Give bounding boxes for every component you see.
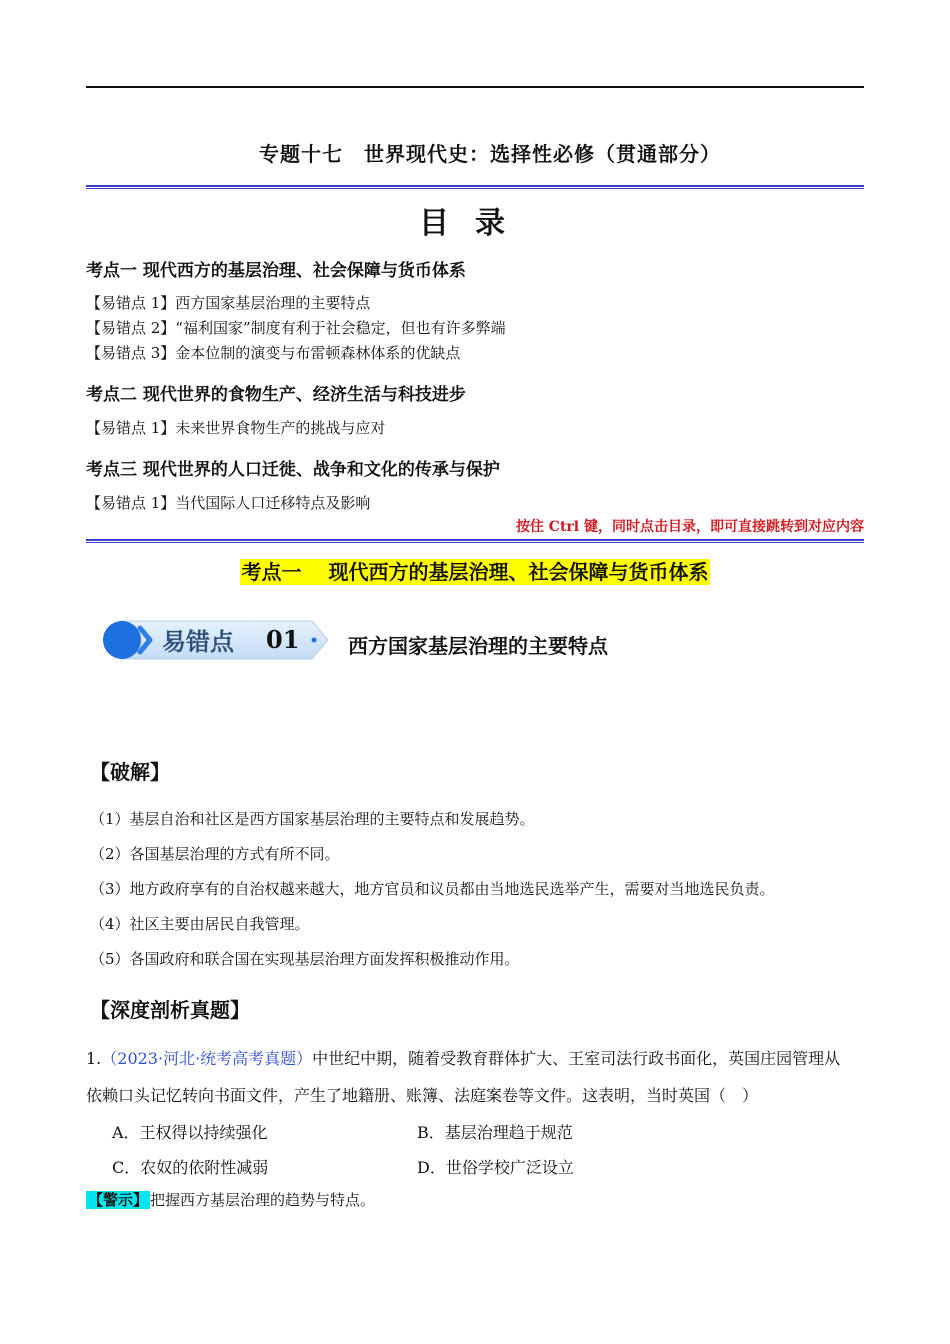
section-banner bbox=[0, 556, 950, 585]
pojie-point-4: （4）社区主要由居民自我管理。 bbox=[90, 915, 310, 933]
badge-label: 易错点 bbox=[162, 628, 234, 656]
toc-item-3-1[interactable]: 【易错点 1】当代国际人口迁移特点及影响 bbox=[86, 494, 371, 512]
pojie-point-2: （2）各国基层治理的方式有所不同。 bbox=[90, 845, 340, 863]
badge-number: 01 bbox=[266, 625, 300, 654]
section-banner-text: 考点一 现代西方的基层治理、社会保障与货币体系 bbox=[241, 560, 709, 584]
question-source: （2023·河北·统考高考真题） bbox=[101, 1049, 313, 1068]
toc-hint: 按住 Ctrl 键，同时点击目录，即可直接跳转到对应内容 bbox=[515, 519, 864, 535]
warning-note bbox=[86, 1189, 375, 1210]
toc-item-2-1[interactable]: 【易错点 1】未来世界食物生产的挑战与应对 bbox=[86, 419, 386, 437]
warning-text: 把握西方基层治理的趋势与特点。 bbox=[150, 1191, 376, 1209]
error-point-heading: 西方国家基层治理的主要特点 bbox=[348, 634, 608, 658]
toc-section-3[interactable]: 考点三 现代世界的人口迁徙、战争和文化的传承与保护 bbox=[86, 460, 500, 480]
document-title: 专题十七 世界现代史：选择性必修（贯通部分） bbox=[259, 142, 721, 166]
pojie-point-1: （1）基层自治和社区是西方国家基层治理的主要特点和发展趋势。 bbox=[90, 810, 535, 828]
toc-item-1-3[interactable]: 【易错点 3】金本位制的演变与布雷顿森林体系的优缺点 bbox=[86, 344, 461, 362]
question-stem-line-2: 依赖口头记忆转向书面文件，产生了地籍册、账簿、法庭案卷等文件。这表明，当时英国（ ） bbox=[86, 1086, 759, 1105]
toc-title: 目录 bbox=[419, 206, 531, 241]
pojie-point-5: （5）各国政府和联合国在实现基层治理方面发挥积极推动作用。 bbox=[90, 950, 520, 968]
toc-section-2[interactable]: 考点二 现代世界的食物生产、经济生活与科技进步 bbox=[86, 385, 466, 405]
pojie-heading: 【破解】 bbox=[90, 760, 170, 784]
option-a[interactable]: A．王权得以持续强化 bbox=[112, 1123, 268, 1142]
toc-item-1-1[interactable]: 【易错点 1】西方国家基层治理的主要特点 bbox=[86, 294, 371, 312]
question-stem-part-1: 中世纪中期，随着受教育群体扩大、王室司法行政书面化，英国庄园管理从 bbox=[312, 1049, 841, 1068]
toc-divider bbox=[86, 539, 864, 543]
option-b[interactable]: B．基层治理趋于规范 bbox=[417, 1123, 573, 1142]
toc-item-1-2[interactable]: 【易错点 2】“福利国家”制度有利于社会稳定，但也有许多弊端 bbox=[86, 319, 506, 337]
question-stem-line-1 bbox=[86, 1046, 840, 1069]
option-c[interactable]: C．农奴的依附性减弱 bbox=[112, 1158, 269, 1177]
warning-tag: 【警示】 bbox=[88, 1191, 149, 1209]
analysis-heading: 【深度剖析真题】 bbox=[90, 998, 250, 1022]
option-d[interactable]: D．世俗学校广泛设立 bbox=[417, 1158, 574, 1177]
error-point-badge bbox=[100, 618, 332, 662]
pojie-point-3: （3）地方政府享有的自治权越来越大，地方官员和议员都由当地选民选举产生，需要对当地选民负责。 bbox=[90, 880, 775, 898]
title-divider bbox=[86, 185, 864, 189]
header-rule bbox=[86, 86, 864, 88]
question-number: 1. bbox=[86, 1049, 102, 1068]
toc-section-1[interactable]: 考点一 现代西方的基层治理、社会保障与货币体系 bbox=[86, 261, 466, 281]
badge-dot-icon bbox=[103, 621, 141, 659]
